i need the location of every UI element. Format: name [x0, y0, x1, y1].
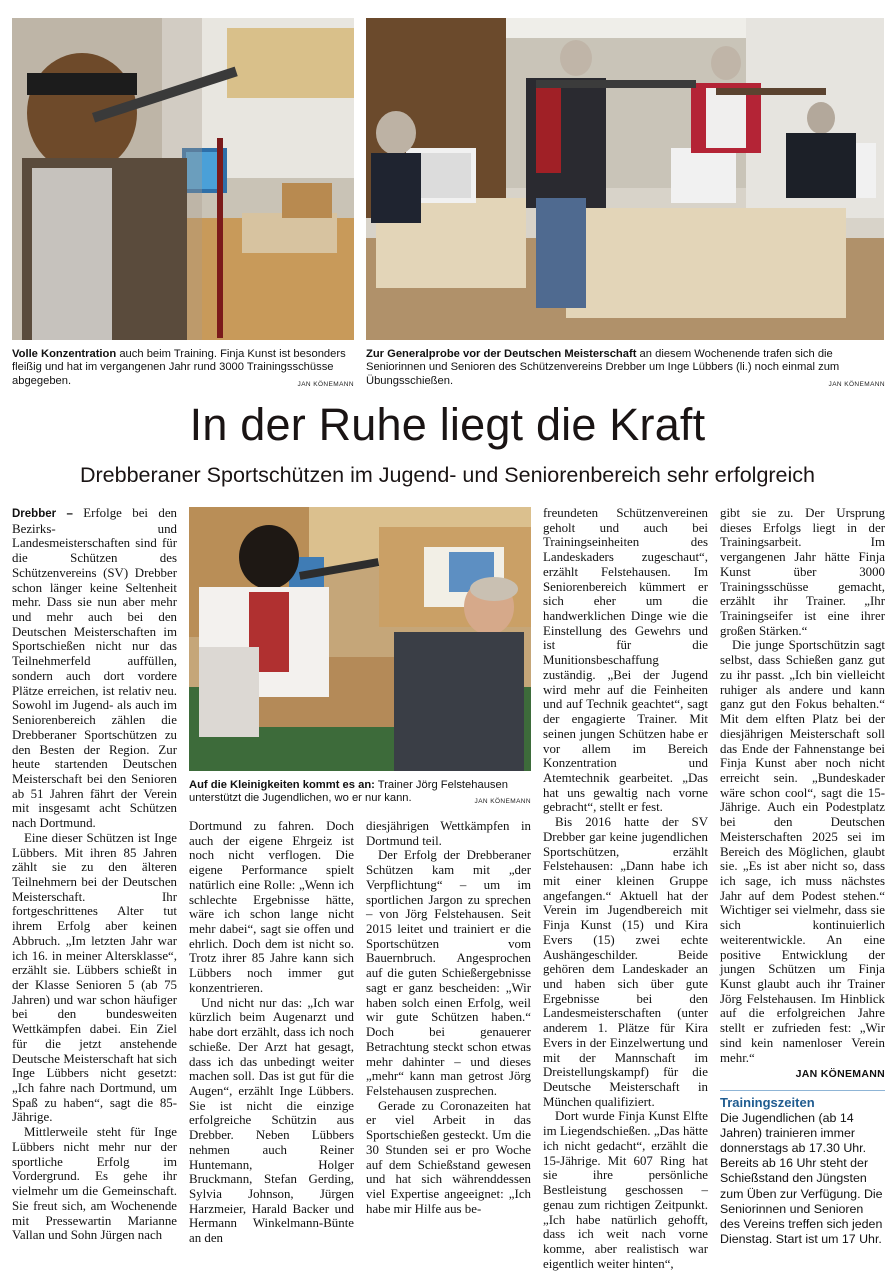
- article-paragraph: diesjährigen Wettkämpfen in Dortmund teil.: [366, 819, 531, 848]
- article-column-4: [543, 506, 708, 1271]
- article-paragraph: Eine dieser Schützen ist Inge Lübbers. Mit ihren 85 Jahren zählt sie zu den älteren Teilnehmern bei der Deutschen Meisterschaft. Ihr fortgeschrittenes Alter tut ihrem Erfolg aber keinen Abbruch. „Im letzten Jahr war ich 16. in meiner Altersklasse“, erzählt sie. Lübbers schießt in der Klasse Senioren 5 (ab 75 Jahren) und war schon häufiger bei den bundesweiten Wettkämpfen dabei. Ein Ziel für die jetzt anstehende Deutsche Meisterschaft hat sich Inge Lübbers nicht gesetzt: „Ich fahre nach Dortmund, um Spaß zu haben“, sagt die 85-Jährige.: [12, 830, 177, 1125]
- article-subheadline: Drebberaner Sportschützen im Jugend- und Seniorenbereich sehr erfolgreich: [80, 463, 815, 487]
- photo-credit: JAN KÖNEMANN: [828, 380, 885, 388]
- article-paragraph: Und nicht nur das: „Ich war kürzlich beim Augenarzt und habe dort erzählt, dass ich noch schieße. Der Arzt hat gesagt, dass ich das unbedingt weiter machen soll. Das ist gut für die Augen“, erzählt Inge Lübbers. Sie ist nicht die einzige erfolgreiche Schützin aus Drebber. Neben Lübbers nehmen auch Reiner Huntemann, Holger Bruckmann, Stefan Gerding, Sylvia Johnson, Jürgen Harzmeier, Harald Backer und Hermann Winkelmann-Bünte an den: [189, 995, 354, 1246]
- article-paragraph: Drebber – Erfolge bei den Bezirks- und Landesmeisterschaften sind für die Schützen des Schützenvereins (SV) Drebber schon länger keine Seltenheit mehr. Dass sie nun aber mehr und mehr auch bei den Deutschen Meisterschaften im Sportschießen nicht nur das Teilnehmerfeld auffüllen, sondern auch dort vordere Plätze erreichen, ist relativ neu. Sowohl im Jugend- als auch im Seniorenbereich zählen die Drebberaner Sportschützen zu den Besten der Region. Zur heute startenden Deutschen Meisterschaft bei den Senioren ab 51 Jahren fährt der Verein mit insgesamt acht Schützen nach Dortmund.: [12, 506, 177, 831]
- article-paragraph: Die junge Sportschützin sagt selbst, dass Schießen ganz gut zu ihr passt. „Ich bin vielleicht ruhiger als andere und kann ganz gut den Fokus behalten.“ Mit dem elften Platz bei der diesjährigen Meisterschaft soll das Ende der Fahnenstange bei Finja Kunst aber noch nicht erreicht sein. „Bundeskader wäre schon cool“, sagt die 15-Jährige. Auch ein Podestplatz bei den Deutschen Meisterschaften 2025 sei im Bereich des Möglichen, glaubt sie. „Es ist aber nicht so, dass ich sage, ich muss nächstes Jahr auf dem Podest stehen.“ Wichtiger sei vielmehr, dass sie sich kontinuierlich weiterentwickle. An eine positive Entwicklung der jungen Schützen um Finja Kunst glaubt auch ihr Trainer Jörg Felstehausen. Im Hinblick auf die erfolgreichen Jahre stellt er zufrieden fest: „Wir sind kein namenloser Verein mehr.“: [720, 638, 885, 1065]
- photo-credit: JAN KÖNEMANN: [474, 798, 531, 806]
- article-author: JAN KÖNEMANN: [795, 1068, 885, 1081]
- article-paragraph: Gerade zu Coronazeiten hat er viel Arbeit in das Sportschießen gesteckt. Um die 30 Stunden sei er pro Woche auf dem Schießstand gewesen und hat sich währenddessen viel Expertise angeeignet: „Ich habe mir Hilfe aus be-: [366, 1098, 531, 1216]
- article-paragraph: Mittlerweile steht für Inge Lübbers nicht mehr nur der sportliche Erfolg im Vordergrund. Es gehe ihr vielmehr um die Gemeinschaft. Sie freut sich, am Wochenende mit Pressewartin Marianne Vallan und Sohn Jürgen nach: [12, 1125, 177, 1243]
- article-column-3: [366, 819, 531, 1216]
- photo-finja-kunst-training: [12, 18, 354, 340]
- photo-credit: JAN KÖNEMANN: [297, 380, 354, 388]
- article-paragraph: Dortmund zu fahren. Doch auch der eigene Ehrgeiz ist noch nicht verflogen. Die eigene Performance spielt natürlich eine Rolle: „Wenn ich schlechte Ergebnisse hätte, wäre ich schon lange nicht mehr dabei“, sagt sie offen und ehrlich. Doch dem ist nicht so. Trotz ihrer 85 Jahre kann sich Lübbers noch immer gut konzentrieren.: [189, 819, 354, 995]
- photo-senioren-uebungsschiessen: [366, 18, 884, 340]
- article-column-1: [12, 506, 177, 1243]
- article-headline: In der Ruhe liegt die Kraft: [189, 399, 706, 450]
- photo-caption-top-left: Volle Konzentration auch beim Training. Finja Kunst ist besonders fleißig und hat im vergangenen Jahr rund 3000 Trainingsschüsse abgegeben. JAN KÖNEMANN: [12, 348, 354, 391]
- article-column-2: [189, 819, 354, 1246]
- photo-trainer-felstehausen: [189, 507, 531, 771]
- article-paragraph: freundeten Schützenvereinen geholt und auch bei Trainingseinheiten des Landeskaders zugeschaut“, erzählt Felstehausen. Im Seniorenbereich kümmert er sich eher um die handwerklichen Dinge wie die Einstellung des Gewehrs und ist für die Munitionsbeschaffung zuständig. „Bei der Jugend wird mehr auf die Feinheiten und auf Technik geachtet“, sagt der engagierte Trainer. Mit seinen jungen Schützen habe er vor allem im Bereich Konzentration und Atemtechnik gearbeitet. „Das hat uns gewaltig nach vorne gebracht“, stellt er fest.: [543, 506, 708, 815]
- article-column-5: [720, 506, 885, 1082]
- sidebar-title: Trainingszeiten: [720, 1095, 815, 1110]
- article-paragraph: Dort wurde Finja Kunst Elfte im Liegendschießen. „Das hätte ich nicht gedacht“, erzählt die 15-Jährige. Mit 607 Ring hat sie ihre persönliche Bestleistung geschossen – genau zum richtigen Zeitpunkt. „Ich habe natürlich gehofft, dass ich weit nach vorne komme, aber realistisch war eigentlich weiter hinten“,: [543, 1109, 708, 1271]
- sidebar-trainingszeiten: [720, 1095, 885, 1247]
- photo-caption-top-right: Zur Generalprobe vor der Deutschen Meisterschaft an diesem Wochenende trafen sich die Seniorinnen und Senioren des Schützenvereins Drebber um Inge Lübbers (li.) noch einmal zum Übungsschießen. JAN KÖNEMANN: [366, 348, 885, 391]
- article-paragraph: Bis 2016 hatte der SV Drebber gar keine jugendlichen Sportschützen, erzählt Felstehausen: „Dann habe ich mit einer kleinen Gruppe angefangen.“ Aktuell hat der Verein im Jugendbereich mit Finja Kunst (15) und Kira Evers (15) zwei echte Aushängeschilder. Beide gehören dem Landeskader an und haben sich über gute Ergebnisse bei den Landesmeisterschaften (unter anderem 1. Plätze für Kira Evers in der Einzelwertung und mit der Mannschaft im Dreistellungskampf) für die Deutsche Meisterschaft in München qualifiziert.: [543, 815, 708, 1109]
- article-paragraph: Der Erfolg der Drebberaner Schützen kam mit „der Verpflichtung“ – um im sportlichen Jargon zu sprechen – von Jörg Felstehausen. Seit 2015 leitet und trainiert er die Sportschützen vom Bauernbruch. Angesprochen auf die guten Schießergebnisse sagt er ganz bescheiden: „Wir haben solch einen Erfolg, weil wir gute Schützen haben.“ Doch bei genauerer Betrachtung steckt schon etwas mehr dahinter – und dieses „mehr“ kann man getrost Jörg Felstehausen zusprechen.: [366, 848, 531, 1098]
- sidebar-text: Die Jugendlichen (ab 14 Jahren) trainieren immer donnerstags ab 17.30 Uhr. Bereits ab 16 Uhr steht der Schießstand den Jüngsten zum Üben zur Verfügung. Die Seniorinnen und Senioren des Vereins treffen sich jeden Dienstag. Start ist um 17 Uhr.: [720, 1111, 883, 1246]
- photo-caption-middle: Auf die Kleinigkeiten kommt es an: Trainer Jörg Felstehausen unterstützt die Jugendlichen, wo er nur kann. JAN KÖNEMANN: [189, 779, 531, 809]
- dateline: Drebber –: [12, 508, 73, 520]
- sidebar-rule: [720, 1090, 885, 1091]
- article-paragraph: gibt sie zu. Der Ursprung dieses Erfolgs liegt in der Trainingsarbeit. Im vergangenen Jahr hätte Finja Kunst über 3000 Trainingsschüsse gemacht, erzählt ihr Trainer. „Ihr Trainingseifer ist eine ihrer großen Stärken.“: [720, 506, 885, 638]
